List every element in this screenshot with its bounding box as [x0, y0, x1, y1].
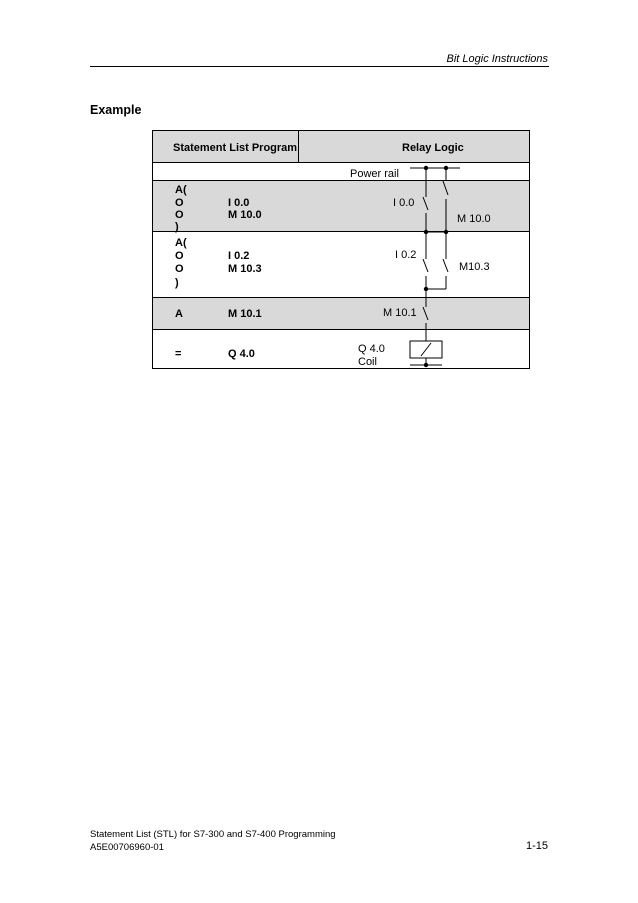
stl-instruction: A(: [175, 237, 187, 249]
contact-label-m103: M10.3: [459, 261, 490, 273]
stl-instruction: A: [175, 308, 183, 320]
junction-dot: [444, 230, 448, 234]
power-rail-label: Power rail: [350, 168, 399, 180]
example-heading: Example: [90, 103, 142, 117]
junction-dot: [424, 363, 428, 367]
junction-dot: [424, 166, 428, 170]
stl-operand: M 10.1: [228, 308, 262, 320]
contact-m101-blade: [423, 307, 428, 320]
running-header: Bit Logic Instructions: [446, 53, 548, 65]
page-number: 1-15: [525, 840, 548, 852]
stl-instruction: ): [175, 277, 179, 289]
stl-instruction: ): [175, 221, 179, 233]
contact-label-m100: M 10.0: [457, 213, 491, 225]
stl-instruction: O: [175, 263, 184, 275]
contact-label-i00: I 0.0: [393, 197, 415, 209]
footer-document-title: Statement List (STL) for S7-300 and S7-400 Programming: [90, 829, 336, 840]
contact-m100-blade: [443, 181, 448, 195]
contact-i00-blade: [423, 197, 428, 210]
contact-i02-blade: [423, 259, 428, 272]
contact-label-i02: I 0.2: [395, 249, 417, 261]
junction-dot: [444, 166, 448, 170]
stl-instruction: A(: [175, 184, 187, 196]
contact-label-m101: M 10.1: [383, 307, 417, 319]
stl-instruction: O: [175, 197, 184, 209]
column-header-relay: Relay Logic: [402, 142, 464, 154]
stl-operand: Q 4.0: [228, 348, 255, 360]
stl-operand: I 0.0: [228, 197, 250, 209]
stl-instruction: =: [175, 348, 182, 360]
junction-dot: [424, 287, 428, 291]
junction-dot: [424, 230, 428, 234]
stl-operand: M 10.0: [228, 209, 262, 221]
stl-instruction: O: [175, 209, 184, 221]
contact-m103-blade: [443, 259, 448, 272]
coil-caption: Coil: [358, 356, 377, 368]
column-header-stl: Statement List Program: [173, 142, 298, 154]
coil-slash: [421, 343, 431, 356]
stl-instruction: O: [175, 250, 184, 262]
stl-operand: I 0.2: [228, 250, 250, 262]
coil-label: Q 4.0: [358, 343, 385, 355]
footer-document-number: A5E00706960-01: [90, 842, 164, 853]
stl-operand: M 10.3: [228, 263, 262, 275]
